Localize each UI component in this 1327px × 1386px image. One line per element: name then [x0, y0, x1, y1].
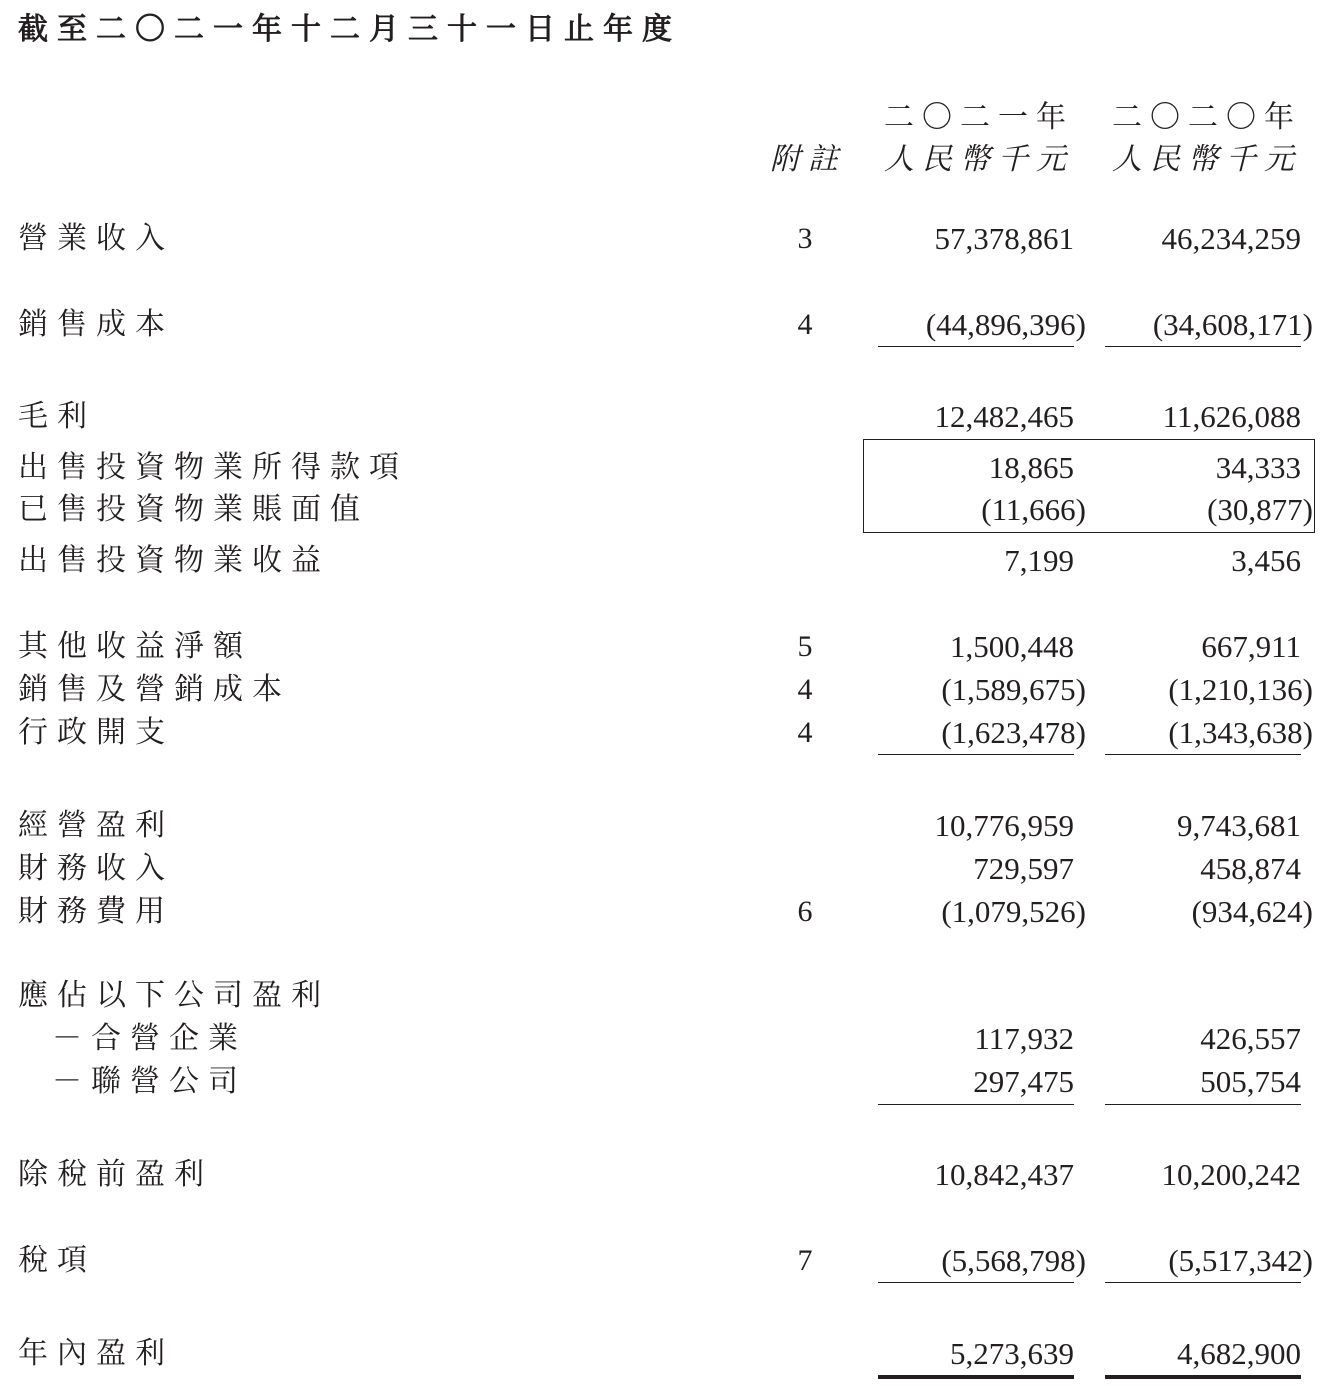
- total-double-rule: [878, 1375, 1074, 1379]
- table-row: [0, 541, 1327, 581]
- row-label: 毛利: [18, 399, 96, 434]
- row-label: 財務費用: [18, 894, 174, 929]
- table-row: [0, 670, 1327, 710]
- value-2020: (1,210,136): [1168, 672, 1313, 707]
- row-label: 除稅前盈利: [18, 1157, 213, 1192]
- value-2020: 458,874: [1200, 851, 1301, 886]
- value-2020: 11,626,088: [1162, 399, 1301, 434]
- table-row: [0, 219, 1327, 259]
- value-2021: 18,865: [988, 450, 1074, 485]
- subtotal-rule: [1105, 1282, 1301, 1283]
- row-note: 6: [797, 895, 813, 928]
- value-2020: 46,234,259: [1161, 221, 1301, 256]
- table-row: [0, 1241, 1327, 1281]
- row-label: 出售投資物業收益: [18, 543, 330, 578]
- value-2021: 5,273,639: [950, 1336, 1074, 1371]
- table-row: [0, 806, 1327, 846]
- table-row: [0, 397, 1327, 437]
- row-label: －合營企業: [52, 1021, 247, 1056]
- value-2020: 667,911: [1201, 629, 1301, 664]
- row-label: 營業收入: [18, 221, 174, 256]
- table-row: [0, 976, 1327, 1016]
- table-row: [0, 713, 1327, 753]
- value-2020: 4,682,900: [1177, 1336, 1301, 1371]
- value-2021: 12,482,465: [934, 399, 1074, 434]
- row-note: 4: [797, 716, 813, 749]
- row-label: －聯營公司: [52, 1064, 247, 1099]
- value-2020: 3,456: [1231, 543, 1301, 578]
- value-2020: 9,743,681: [1177, 808, 1301, 843]
- row-label: 已售投資物業賬面值: [18, 492, 369, 527]
- subtotal-rule: [878, 754, 1074, 755]
- value-2020: 34,333: [1215, 450, 1301, 485]
- value-2020: 10,200,242: [1161, 1157, 1301, 1192]
- table-row: [0, 1334, 1327, 1374]
- table-row: [0, 1155, 1327, 1195]
- value-2020: (30,877): [1207, 492, 1313, 527]
- column-header-unit-2020: 人民幣千元: [1112, 142, 1302, 177]
- column-header-unit-2021: 人民幣千元: [884, 142, 1074, 177]
- table-row: [0, 305, 1327, 345]
- value-2020: (1,343,638): [1168, 715, 1313, 750]
- value-2021: (11,666): [981, 492, 1086, 527]
- row-note: 4: [797, 673, 813, 706]
- value-2021: (5,568,798): [941, 1243, 1086, 1278]
- value-2021: 10,776,959: [934, 808, 1074, 843]
- subtotal-rule: [1105, 754, 1301, 755]
- value-2021: 57,378,861: [934, 221, 1074, 256]
- value-2020: (934,624): [1191, 894, 1313, 929]
- table-row: [0, 490, 1327, 530]
- row-label: 出售投資物業所得款項: [18, 450, 408, 485]
- row-label: 應佔以下公司盈利: [18, 978, 330, 1013]
- value-2021: 7,199: [1004, 543, 1074, 578]
- column-header-year-2020: 二〇二〇年: [1112, 100, 1302, 135]
- total-double-rule: [1105, 1375, 1301, 1379]
- table-row: [0, 448, 1327, 488]
- subtotal-rule: [878, 346, 1074, 347]
- value-2021: (1,589,675): [941, 672, 1086, 707]
- row-label: 經營盈利: [18, 808, 174, 843]
- subtotal-rule: [878, 1104, 1074, 1105]
- column-header-year-2021: 二〇二一年: [884, 100, 1074, 135]
- row-label: 稅項: [18, 1243, 96, 1278]
- value-2021: (1,079,526): [941, 894, 1086, 929]
- table-row: [0, 1019, 1327, 1059]
- table-row: [0, 1062, 1327, 1102]
- row-label: 銷售及營銷成本: [18, 672, 291, 707]
- row-label: 年內盈利: [18, 1336, 174, 1371]
- value-2021: 297,475: [973, 1064, 1074, 1099]
- row-note: 3: [797, 222, 813, 255]
- subtotal-rule: [1105, 346, 1301, 347]
- statement-period-title: 截至二〇二一年十二月三十一日止年度: [18, 12, 681, 47]
- row-note: 5: [797, 630, 813, 663]
- table-row: [0, 849, 1327, 889]
- value-2020: (34,608,171): [1152, 307, 1313, 342]
- value-2020: 426,557: [1200, 1021, 1301, 1056]
- value-2021: 729,597: [973, 851, 1074, 886]
- row-note: 7: [797, 1244, 813, 1277]
- row-note: 4: [797, 308, 813, 341]
- value-2020: 505,754: [1200, 1064, 1301, 1099]
- value-2021: 117,932: [974, 1021, 1074, 1056]
- table-row: [0, 627, 1327, 667]
- value-2021: (44,896,396): [925, 307, 1086, 342]
- row-label: 其他收益淨額: [18, 629, 252, 664]
- row-label: 財務收入: [18, 851, 174, 886]
- row-label: 行政開支: [18, 715, 174, 750]
- row-label: 銷售成本: [18, 307, 174, 342]
- table-row: [0, 892, 1327, 932]
- column-header-note: 附註: [770, 142, 846, 177]
- value-2020: (5,517,342): [1168, 1243, 1313, 1278]
- value-2021: 10,842,437: [934, 1157, 1074, 1192]
- value-2021: 1,500,448: [950, 629, 1074, 664]
- value-2021: (1,623,478): [941, 715, 1086, 750]
- subtotal-rule: [878, 1282, 1074, 1283]
- subtotal-rule: [1105, 1104, 1301, 1105]
